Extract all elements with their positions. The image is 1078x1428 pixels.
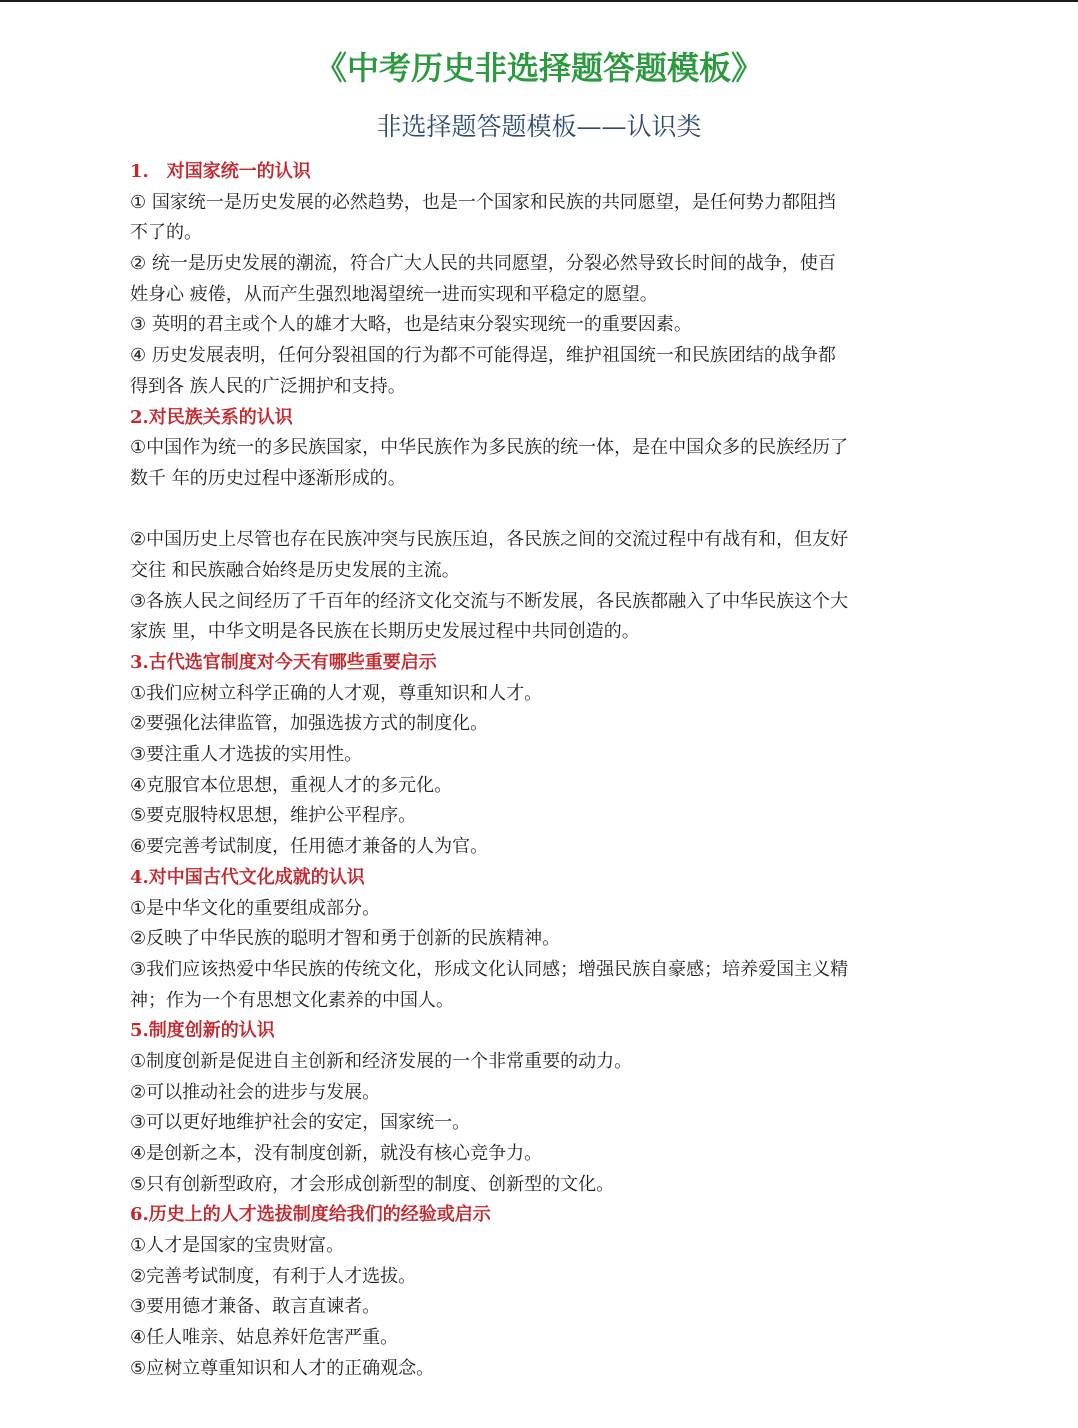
body-line: ⑤应树立尊重知识和人才的正确观念。 (130, 1357, 435, 1379)
body-line: ⑤要克服特权思想，维护公平程序。 (130, 805, 417, 827)
section-heading: 2.对民族关系的认识 (130, 406, 293, 428)
section-ancient-culture (130, 863, 950, 1016)
section-heading: 3.古代选官制度对今天有哪些重要启示 (130, 652, 437, 673)
body-line: ①中国作为统一的多民族国家，中华民族作为多民族的统一体，是在中国众多的民族经历了 (130, 437, 849, 459)
body-line: ①是中华文化的重要组成部分。 (130, 897, 381, 919)
body-line: ①制度创新是促进自主创新和经济发展的一个非常重要的动力。 (130, 1050, 633, 1072)
section-national-unity (130, 157, 950, 403)
section-institutional-innovation (130, 1016, 950, 1200)
section-heading: 1. 对国家统一的认识 (130, 161, 311, 182)
body-line: ⑥要完善考试制度，任用德才兼备的人为官。 (130, 836, 489, 858)
top-border-rule (0, 0, 1078, 2)
section-talent-selection (130, 1200, 950, 1384)
body-line: ③要注重人才选拔的实用性。 (130, 744, 363, 766)
body-line: ③ 英明的君主或个人的雄才大略，也是结束分裂实现统一的重要因素。 (130, 314, 692, 336)
body-line: ①我们应树立科学正确的人才观，尊重知识和人才。 (130, 682, 543, 704)
body-line: 不了的。 (130, 222, 202, 244)
document-title: 《中考历史非选择题答题模板》 (314, 49, 763, 87)
body-line: ①人才是国家的宝贵财富。 (130, 1235, 345, 1257)
section-heading: 4.对中国古代文化成就的认识 (130, 866, 365, 888)
body-line: ② 统一是历史发展的潮流，符合广大人民的共同愿望，分裂必然导致长时间的战争，使百 (130, 253, 836, 275)
body-line: 数千 年的历史过程中逐渐形成的。 (130, 467, 406, 489)
body-line: ②要强化法律监管，加强选拔方式的制度化。 (130, 713, 489, 735)
body-line: ④任人唯亲、姑息养奸危害严重。 (130, 1327, 399, 1349)
document-body (130, 157, 950, 1385)
document-subtitle: 非选择题答题模板——认识类 (376, 112, 702, 141)
section-ethnic-relations (130, 403, 950, 649)
section-heading: 5.制度创新的认识 (130, 1020, 275, 1042)
blank-line (130, 495, 950, 526)
body-line: ③我们应该热爱中华民族的传统文化，形成文化认同感；增强民族自豪感；培养爱国主义精 (130, 958, 849, 980)
body-line: ④是创新之本，没有制度创新，就没有核心竞争力。 (130, 1143, 543, 1164)
body-line: 家族 里，中华文明是各民族在长期历史发展过程中共同创造的。 (130, 621, 640, 643)
body-line: 姓身心 疲倦，从而产生强烈地渴望统一进而实现和平稳定的愿望。 (130, 283, 658, 305)
body-line: ③要用德才兼备、敢言直谏者。 (130, 1296, 381, 1318)
body-line: ②中国历史上尽管也存在民族冲突与民族压迫，各民族之间的交流过程中有战有和，但友好 (130, 529, 849, 551)
body-line: 神；作为一个有思想文化素养的中国人。 (130, 989, 454, 1011)
body-line: ⑤只有创新型政府，才会形成创新型的制度、创新型的文化。 (130, 1173, 615, 1195)
body-line: ②反映了中华民族的聪明才智和勇于创新的民族精神。 (130, 928, 561, 950)
body-line: 交往 和民族融合始终是历史发展的主流。 (130, 559, 460, 581)
body-line: ③各族人民之间经历了千百年的经济文化交流与不断发展，各民族都融入了中华民族这个大 (130, 590, 849, 612)
body-line: ②完善考试制度，有利于人才选拔。 (130, 1265, 417, 1287)
section-official-selection (130, 648, 950, 863)
body-line: ②可以推动社会的进步与发展。 (130, 1081, 381, 1103)
body-line: ④克服官本位思想，重视人才的多元化。 (130, 774, 453, 796)
section-heading: 6.历史上的人才选拔制度给我们的经验或启示 (130, 1204, 491, 1226)
body-line: 得到各 族人民的广泛拥护和支持。 (130, 375, 406, 397)
body-line: ③可以更好地维护社会的安定，国家统一。 (130, 1112, 471, 1134)
body-line: ① 国家统一是历史发展的必然趋势，也是一个国家和民族的共同愿望，是任何势力都阻挡 (130, 191, 836, 213)
body-line: ④ 历史发展表明，任何分裂祖国的行为都不可能得逞，维护祖国统一和民族团结的战争都 (130, 345, 836, 367)
